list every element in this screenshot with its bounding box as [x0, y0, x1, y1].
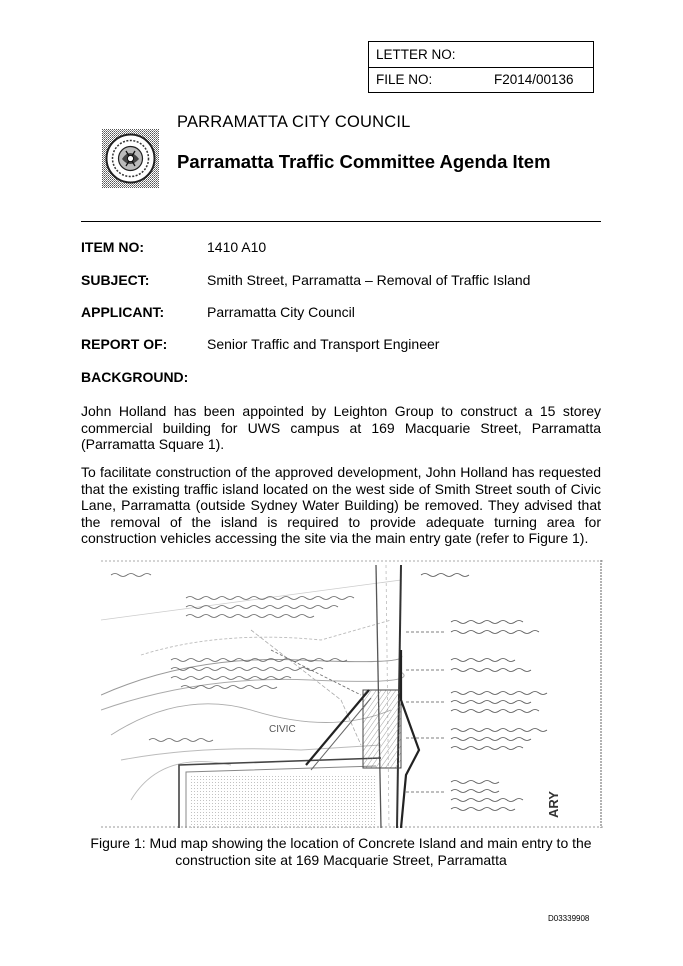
figure-caption: [81, 835, 601, 868]
file-no-row: [369, 67, 593, 92]
letter-no-label: LETTER NO:: [376, 47, 456, 62]
item-no-value: 1410 A10: [207, 239, 267, 255]
report-of-value: Senior Traffic and Transport Engineer: [207, 336, 440, 352]
file-no-value: F2014/00136: [494, 72, 574, 87]
letter-no-row: [369, 42, 593, 68]
council-name: PARRAMATTA CITY COUNCIL: [177, 113, 411, 131]
figure-caption-line-1: Figure 1: Mud map showing the location of Concrete Island and main entry to the: [90, 835, 592, 851]
background-heading: BACKGROUND:: [81, 369, 189, 385]
applicant-label: APPLICANT:: [81, 304, 165, 320]
agenda-title: Parramatta Traffic Committee Agenda Item: [177, 151, 551, 172]
mud-map-figure: [101, 560, 603, 828]
background-paragraph-2: To facilitate construction of the approved development, John Holland has requested that the existing traffic island located on the west side of Smith Street south of Civic Lane, Parramatta (outside Sydney Water Building) be removed. They advised that the removal of the island is required to provide adequate turning area for construction vehicles accessing the site via the main entry gate (refer to Figure 1).: [81, 464, 601, 546]
subject-value: Smith Street, Parramatta – Removal of Traffic Island: [207, 272, 531, 288]
reference-box: [368, 41, 594, 93]
figure-caption-line-2: construction site at 169 Macquarie Street, Parramatta: [175, 851, 507, 868]
figure-civic-label: CIVIC: [269, 724, 296, 735]
item-no-label: ITEM NO:: [81, 239, 144, 255]
file-no-label: FILE NO:: [376, 72, 433, 87]
figure-side-label: ARY: [546, 791, 561, 818]
applicant-value: Parramatta City Council: [207, 304, 355, 320]
report-of-label: REPORT OF:: [81, 336, 168, 352]
document-id: D03339908: [548, 914, 590, 923]
subject-label: SUBJECT:: [81, 272, 150, 288]
header-divider: [81, 221, 601, 222]
council-seal-icon: [102, 129, 159, 188]
background-paragraph-1: John Holland has been appointed by Leighton Group to construct a 15 storey commercial building for UWS campus at 169 Macquarie Street, Parramatta (Parramatta Square 1).: [81, 403, 601, 452]
